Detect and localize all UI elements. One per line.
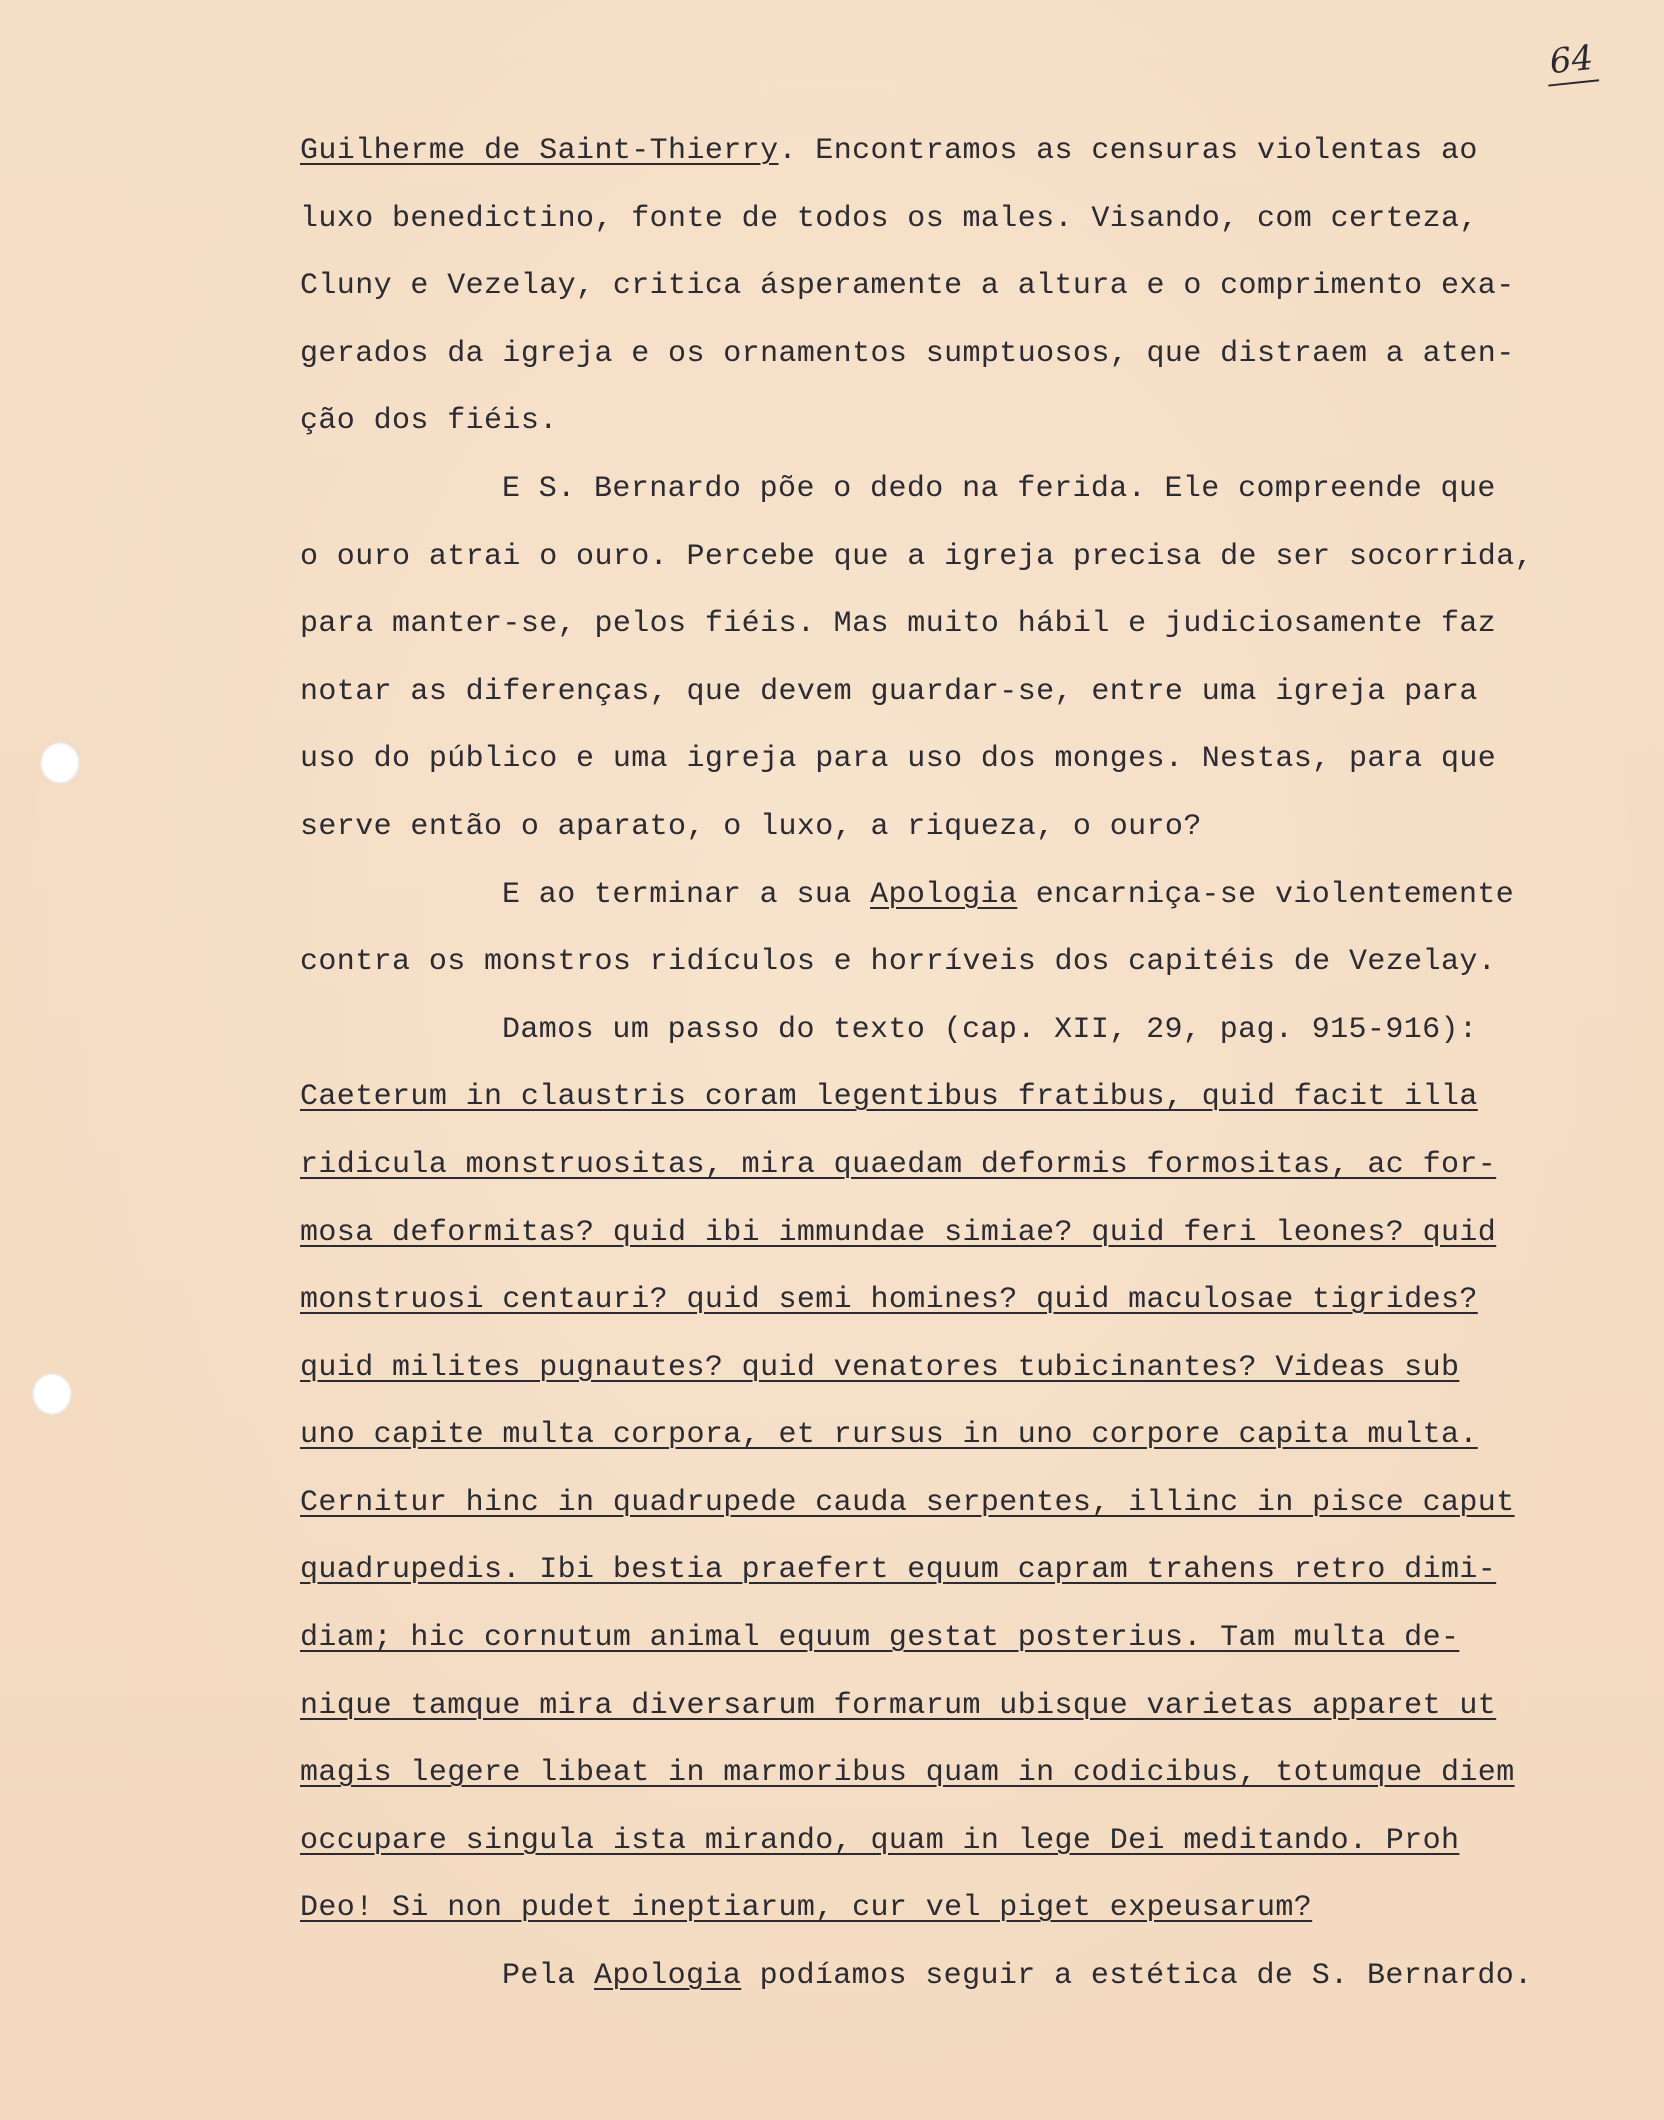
quote-text-2: ridicula monstruositas, mira quaedam deformis formositas, ac for- (300, 1147, 1497, 1182)
quote-text-5: quid milites pugnautes? quid venatores tubicinantes? Videas sub (300, 1350, 1460, 1385)
text-line-1 (300, 118, 1630, 186)
text-line-10: uso do público e uma igreja para uso dos monges. Nestas, para que (300, 742, 1497, 777)
quote-text-12: occupare singula ista mirando, quam in lege Dei meditando. Proh (300, 1823, 1460, 1858)
quote-text-9: diam; hic cornutum animal equum gestat posterius. Tam multa de- (300, 1621, 1460, 1656)
page-number: 64 (1544, 37, 1600, 86)
quote-text-6: uno capite multa corpora, et rursus in uno corpore capita multa. (300, 1418, 1478, 1453)
text-line-9: notar as diferenças, que devem guardar-se, entre uma igreja para (300, 674, 1478, 709)
quote-text-4: monstruosi centauri? quid semi homines? quid maculosae tigrides? (300, 1283, 1478, 1318)
apologia-title: Apologia (870, 877, 1018, 912)
quote-text-13: Deo! Si non pudet ineptiarum, cur vel piget expeusarum? (300, 1891, 1313, 1926)
apologia-title-2: Apologia (594, 1959, 742, 1994)
text-line-13: contra os monstros ridículos e horríveis dos capitéis de Vezelay. (300, 945, 1497, 980)
quote-line-11 (300, 1740, 1630, 1808)
quote-line-8 (300, 1537, 1630, 1605)
text-line-2: luxo benedictino, fonte de todos os males. Visando, com certeza, (300, 201, 1478, 236)
text-line-14: Damos um passo do texto (cap. XII, 29, pag. 915-916): (502, 1012, 1478, 1047)
text-line-28 (300, 1943, 1630, 2011)
punch-hole-top (40, 742, 80, 784)
quote-text-3: mosa deformitas? quid ibi immundae simiae? quid feri leones? quid (300, 1215, 1497, 1250)
quote-line-7 (300, 1470, 1630, 1538)
text-line-5: ção dos fiéis. (300, 404, 558, 439)
text-line-6: E S. Bernardo põe o dedo na ferida. Ele compreende que (502, 471, 1496, 506)
latin-quotation (300, 1064, 1630, 1943)
text-line-4: gerados da igreja e os ornamentos sumptuosos, que distraem a aten- (300, 336, 1515, 371)
quote-line-2 (300, 1132, 1630, 1200)
text-line-12-start: E ao terminar a sua (502, 877, 871, 912)
text-line-28-start: Pela (502, 1959, 595, 1994)
text-line-3: Cluny e Vezelay, critica ásperamente a altura e o comprimento exa- (300, 269, 1515, 304)
text-line-7: o ouro atrai o ouro. Percebe que a igreja precisa de ser socorrida, (300, 539, 1533, 574)
body-text (300, 118, 1630, 2011)
quote-line-1 (300, 1064, 1630, 1132)
text-line-12-end: encarniça-se violentemente (1017, 877, 1515, 912)
quote-line-9 (300, 1605, 1630, 1673)
quote-text-1: Caeterum in claustris coram legentibus fratibus, quid facit illa (300, 1080, 1478, 1115)
text-line-11: serve então o aparato, o luxo, a riqueza, o ouro? (300, 809, 1202, 844)
quote-text-7: Cernitur hinc in quadrupede cauda serpentes, illinc in pisce caput (300, 1485, 1515, 1520)
text-line-1-rest: . Encontramos as censuras violentas ao (778, 134, 1478, 168)
quote-line-4 (300, 1267, 1630, 1335)
quote-line-12 (300, 1808, 1630, 1876)
quote-text-8: quadrupedis. Ibi bestia praefert equum capram trahens retro dimi- (300, 1553, 1497, 1588)
quote-text-11: magis legere libeat in marmoribus quam in codicibus, totumque diem (300, 1756, 1515, 1791)
author-reference: Guilherme de Saint-Thierry (300, 134, 779, 168)
text-line-8: para manter-se, pelos fiéis. Mas muito hábil e judiciosamente faz (300, 607, 1497, 642)
quote-line-13 (300, 1875, 1630, 1943)
quote-line-5 (300, 1335, 1630, 1403)
quote-line-6 (300, 1402, 1630, 1470)
punch-hole-bottom (32, 1373, 72, 1415)
text-line-12 (300, 862, 1630, 930)
quote-line-3 (300, 1200, 1630, 1268)
text-line-28-end: podíamos seguir a estética de S. Bernardo. (741, 1959, 1533, 1994)
quote-line-10 (300, 1673, 1630, 1741)
quote-text-10: nique tamque mira diversarum formarum ubisque varietas apparet ut (300, 1688, 1497, 1723)
